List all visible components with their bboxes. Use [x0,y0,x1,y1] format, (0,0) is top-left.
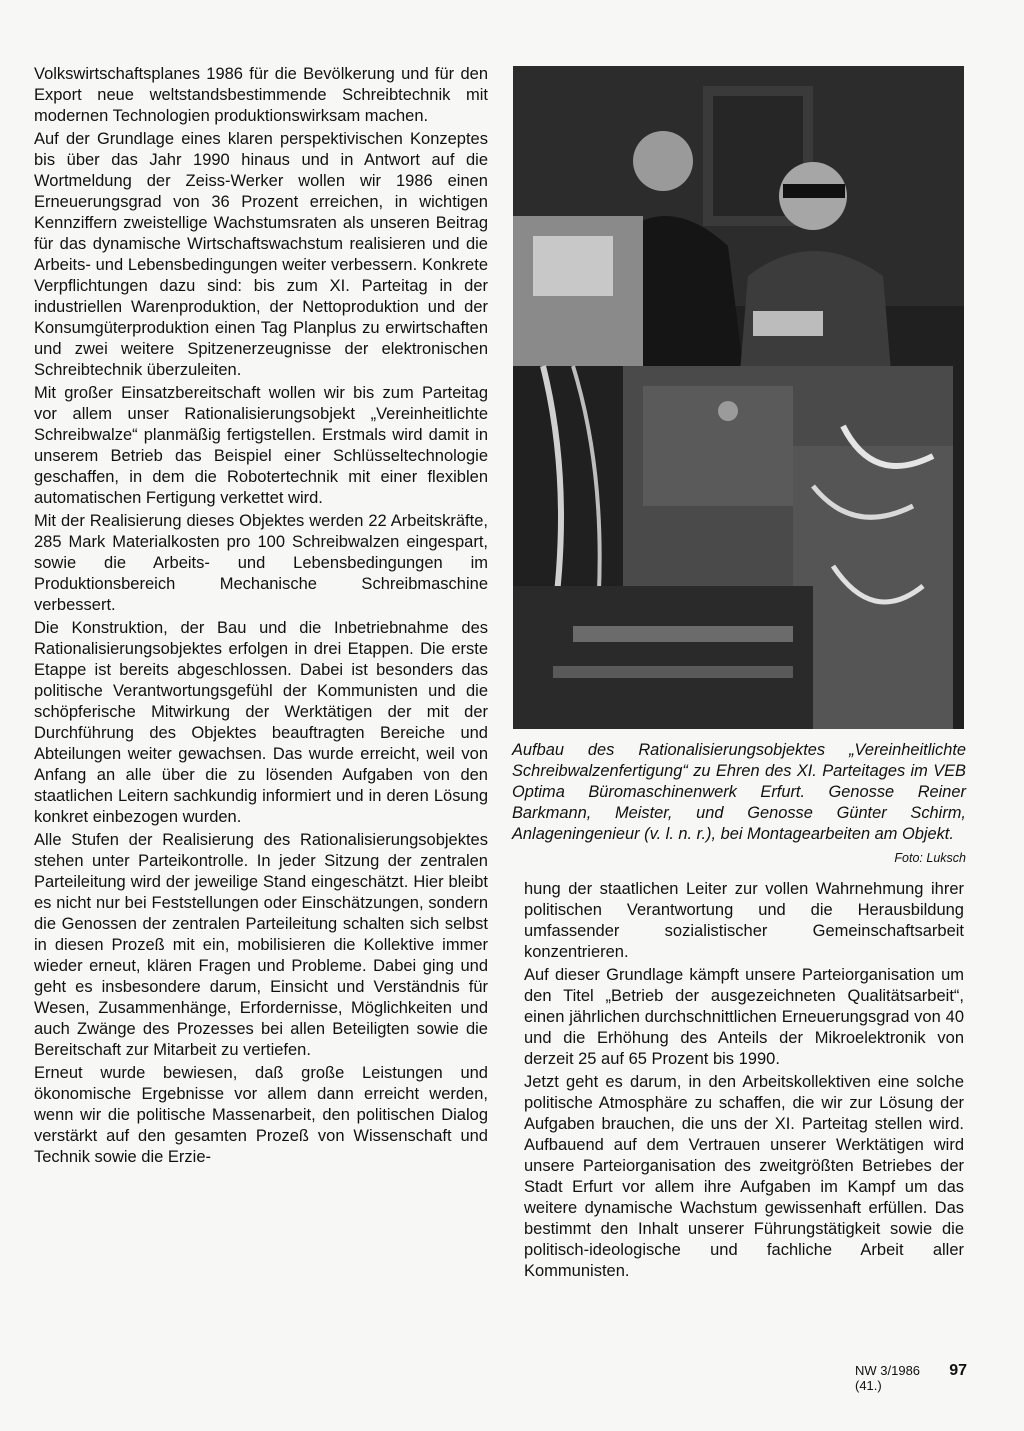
paragraph: Auf dieser Grundlage kämpft unsere Parteiorganisation um den Titel „Betrieb der ausgezeichneten Qualitätsarbeit“, einen jährlichen durchschnittlichen Erneuerungsgrad von 40 und die Erhöhung des Anteils der Mikroelektronik von derzeit 25 auf 65 Prozent bis 1990. [524,966,964,1068]
paragraph: Mit der Realisierung dieses Objektes werden 22 Arbeitskräfte, 285 Mark Materialkosten pro 100 Schreibwalzen eingespart, sowie die Arbeits- und Lebensbedingungen im Produktionsbereich Mechanische Schreibmaschine verbessert. [34,512,488,614]
photo-credit: Foto: Luksch [894,851,966,865]
photo-caption [512,740,966,869]
factory-workers-photo [513,66,964,729]
paragraph: Jetzt geht es darum, in den Arbeitskollektiven eine solche politische Atmosphäre zu schaffen, die wir zur Lösung der Aufgaben brauchen, die uns der XI. Parteitag stellen wird. Aufbauend auf dem Vertrauen unserer Werktätigen wird unsere Parteiorganisation des zweitgrößten Betriebes der Stadt Erfurt vor allem ihre Aufgaben im Kampf um das weitere dynamische Wachstum gewissenhaft erfüllen. Das bestimmt den Inhalt unserer Führungstätigkeit sowie die politisch-ideologische und fachliche Arbeit aller Kommunisten. [524,1073,964,1280]
paragraph: Auf der Grundlage eines klaren perspektivischen Konzeptes bis über das Jahr 1990 hinaus und in Antwort auf die Wortmeldung der Zeiss-Werker wollen wir 1986 einen Erneuerungsgrad von 36 Prozent erreichen, in wichtigen Kennziffern zweistellige Wachstumsraten als unseren Beitrag für das dynamische Wirtschaftswachstum realisieren und die Arbeits- und Lebensbedingungen weiter verbessern. Konkrete Verpflichtungen dazu sind: bis zum XI. Parteitag in der industriellen Warenproduktion, der Nettoproduktion und der Konsumgüterproduktion einen Tag Planplus zu erwirtschaften und zwei weitere Spitzenerzeugnisse der elektronischen Schreibtechnik überzuleiten. [34,130,488,379]
paragraph: Erneut wurde bewiesen, daß große Leistungen und ökonomische Ergebnisse vor allem dann erreicht werden, wenn wir die politische Massenarbeit, den politischen Dialog verstärkt auf den gesamten Prozeß von Wissenschaft und Technik sowie die Erzie- [34,1064,488,1166]
paragraph: Die Konstruktion, der Bau und die Inbetriebnahme des Rationalisierungsobjektes erfolgen in drei Etappen. Die erste Etappe ist bereits abgeschlossen. Dabei ist besonders das politische Verantwortungsgefühl der Kommunisten und die schöpferische Mitwirkung der Werktätigen der mit der Durchführung des Objektes beauftragten Bereiche und Abteilungen weiter gewachsen. Das wurde erreicht, weil von Anfang an alle über die zu lösenden Aufgaben von den staatlichen Leitern sachkundig informiert und in deren Lösung konkret einbezogen wurden. [34,619,488,826]
right-text-column [524,879,964,1284]
paragraph: hung der staatlichen Leiter zur vollen Wahrnehmung ihrer politischen Verantwortung und die Herausbildung umfassender sozialistischer Gemeinschaftsarbeit konzentrieren. [524,880,964,961]
left-text-column [34,64,488,1170]
issue-label: NW 3/1986 (41.) [855,1363,921,1393]
paragraph: Volkswirtschaftsplanes 1986 für die Bevölkerung und für den Export neue weltstandsbestimmende Schreibtechnik mit modernen Technologien produktionswirksam machen. [34,65,488,125]
page-number: 97 [949,1362,967,1379]
page-footer [855,1362,967,1393]
paragraph: Mit großer Einsatzbereitschaft wollen wir bis zum Parteitag vor allem unser Rationalisierungsobjekt „Vereinheitlichte Schreibwalze“ planmäßig fertigstellen. Erstmals wird damit in unserem Betrieb das Beispiel einer Schlüsseltechnologie geschaffen, in dem die Robotertechnik mit einer flexiblen automatischen Fertigung verkettet wird. [34,384,488,507]
caption-text: Aufbau des Rationalisierungsobjektes „Vereinheitlichte Schreibwalzenfertigung“ zu Ehren des XI. Parteitages im VEB Optima Büromaschinenwerk Erfurt. Genosse Reiner Barkmann, Meister, und Genosse Günter Schirm, Anlageningenieur (v. l. n. r.), bei Montagearbeiten am Objekt. [512,741,966,843]
paragraph: Alle Stufen der Realisierung des Rationalisierungsobjektes stehen unter Parteikontrolle. In jeder Sitzung der zentralen Parteileitung wird der jeweilige Stand eingeschätzt. Hier bleibt es nicht nur bei Feststellungen oder Einschätzungen, sondern die Genossen der zentralen Parteileitung schalten sich selbst in diesen Prozeß mit ein, mobilisieren die Kollektive immer wieder erneut, klären Fragen und Probleme. Dabei ging und geht es insbesondere darum, Einsicht und Verständnis für Wesen, Zusammenhänge, Erfordernisse, Möglichkeiten und auch Zwänge des Prozesses bei allen Beteiligten sowie die Bereitschaft zur Mitarbeit zu vertiefen. [34,831,488,1059]
